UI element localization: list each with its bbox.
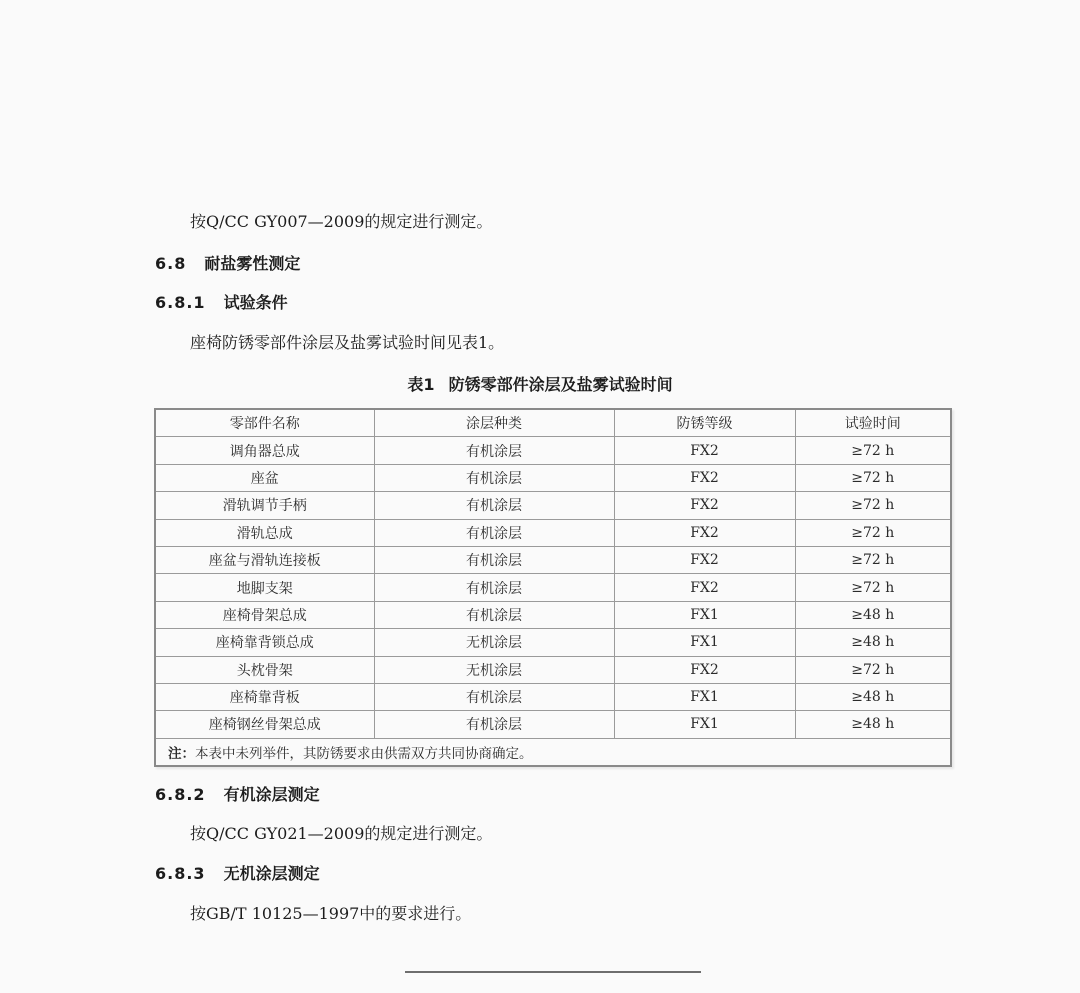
section-title: 试验条件 bbox=[223, 293, 288, 312]
cell-part-name: 滑轨总成 bbox=[155, 519, 374, 546]
cell-rust-grade: FX1 bbox=[614, 601, 795, 628]
section-heading-6-8-2 bbox=[155, 785, 320, 805]
cell-part-name: 头枕骨架 bbox=[155, 656, 374, 683]
note-label: 注： bbox=[168, 745, 195, 762]
cell-rust-grade: FX2 bbox=[614, 464, 795, 491]
cell-coating-type: 有机涂层 bbox=[374, 683, 614, 710]
table-row bbox=[155, 492, 951, 519]
cell-part-name: 调角器总成 bbox=[155, 437, 374, 464]
cell-rust-grade: FX2 bbox=[614, 546, 795, 573]
cell-test-time: ≥72 h bbox=[795, 437, 951, 464]
cell-coating-type: 有机涂层 bbox=[374, 574, 614, 601]
page-end-rule bbox=[405, 971, 701, 973]
table-row bbox=[155, 464, 951, 491]
table-note bbox=[155, 738, 951, 766]
table-header-row bbox=[155, 409, 951, 437]
cell-coating-type: 有机涂层 bbox=[374, 519, 614, 546]
cell-test-time: ≥48 h bbox=[795, 601, 951, 628]
section-number: 6.8.3 bbox=[155, 864, 206, 883]
cell-test-time: ≥48 h bbox=[795, 683, 951, 710]
section-title: 耐盐雾性测定 bbox=[204, 254, 301, 273]
cell-rust-grade: FX2 bbox=[614, 437, 795, 464]
paragraph-reference-gb10125: 按GB/T 10125—1997中的要求进行。 bbox=[190, 904, 472, 923]
paragraph-table-intro: 座椅防锈零部件涂层及盐雾试验时间见表1。 bbox=[190, 333, 505, 352]
table-row bbox=[155, 656, 951, 683]
table-number: 表1 bbox=[407, 375, 435, 394]
cell-coating-type: 有机涂层 bbox=[374, 601, 614, 628]
section-heading-6-8-1 bbox=[155, 293, 288, 313]
cell-test-time: ≥72 h bbox=[795, 656, 951, 683]
cell-part-name: 座椅钢丝骨架总成 bbox=[155, 711, 374, 738]
cell-rust-grade: FX2 bbox=[614, 656, 795, 683]
paragraph-reference-gy021: 按Q/CC GY021—2009的规定进行测定。 bbox=[190, 824, 493, 843]
note-text: 本表中未列举件，其防锈要求由供需双方共同协商确定。 bbox=[195, 745, 533, 762]
cell-test-time: ≥72 h bbox=[795, 546, 951, 573]
cell-rust-grade: FX1 bbox=[614, 711, 795, 738]
section-title: 无机涂层测定 bbox=[223, 864, 320, 883]
section-number: 6.8.1 bbox=[155, 293, 206, 312]
cell-coating-type: 有机涂层 bbox=[374, 464, 614, 491]
cell-coating-type: 有机涂层 bbox=[374, 437, 614, 464]
table-row bbox=[155, 574, 951, 601]
cell-part-name: 座盆与滑轨连接板 bbox=[155, 546, 374, 573]
section-number: 6.8.2 bbox=[155, 785, 206, 804]
section-heading-6-8 bbox=[155, 254, 300, 274]
cell-coating-type: 有机涂层 bbox=[374, 711, 614, 738]
table-row bbox=[155, 437, 951, 464]
cell-test-time: ≥72 h bbox=[795, 464, 951, 491]
cell-part-name: 座椅靠背板 bbox=[155, 683, 374, 710]
table-title: 防锈零部件涂层及盐雾试验时间 bbox=[448, 375, 673, 394]
cell-coating-type: 无机涂层 bbox=[374, 629, 614, 656]
cell-test-time: ≥72 h bbox=[795, 574, 951, 601]
section-heading-6-8-3 bbox=[155, 864, 320, 884]
table-row bbox=[155, 519, 951, 546]
cell-rust-grade: FX1 bbox=[614, 629, 795, 656]
cell-rust-grade: FX2 bbox=[614, 519, 795, 546]
cell-part-name: 座椅骨架总成 bbox=[155, 601, 374, 628]
cell-test-time: ≥72 h bbox=[795, 519, 951, 546]
paragraph-reference-gy007: 按Q/CC GY007—2009的规定进行测定。 bbox=[190, 212, 493, 231]
section-title: 有机涂层测定 bbox=[223, 785, 320, 804]
table-row bbox=[155, 711, 951, 738]
cell-coating-type: 有机涂层 bbox=[374, 546, 614, 573]
cell-test-time: ≥72 h bbox=[795, 492, 951, 519]
cell-test-time: ≥48 h bbox=[795, 629, 951, 656]
cell-part-name: 座椅靠背锁总成 bbox=[155, 629, 374, 656]
header-cell-rust-grade: 防锈等级 bbox=[614, 409, 795, 437]
table-row bbox=[155, 683, 951, 710]
header-cell-test-time: 试验时间 bbox=[795, 409, 951, 437]
header-cell-part-name: 零部件名称 bbox=[155, 409, 374, 437]
cell-part-name: 滑轨调节手柄 bbox=[155, 492, 374, 519]
cell-rust-grade: FX1 bbox=[614, 683, 795, 710]
table-row bbox=[155, 601, 951, 628]
cell-part-name: 地脚支架 bbox=[155, 574, 374, 601]
cell-part-name: 座盆 bbox=[155, 464, 374, 491]
header-cell-coating-type: 涂层种类 bbox=[374, 409, 614, 437]
section-number: 6.8 bbox=[155, 254, 187, 273]
table-row bbox=[155, 546, 951, 573]
cell-coating-type: 无机涂层 bbox=[374, 656, 614, 683]
cell-coating-type: 有机涂层 bbox=[374, 492, 614, 519]
table-caption bbox=[0, 372, 1080, 395]
table-row bbox=[155, 629, 951, 656]
salt-spray-table bbox=[154, 408, 952, 767]
cell-rust-grade: FX2 bbox=[614, 574, 795, 601]
table-note-row bbox=[155, 738, 951, 766]
cell-rust-grade: FX2 bbox=[614, 492, 795, 519]
cell-test-time: ≥48 h bbox=[795, 711, 951, 738]
